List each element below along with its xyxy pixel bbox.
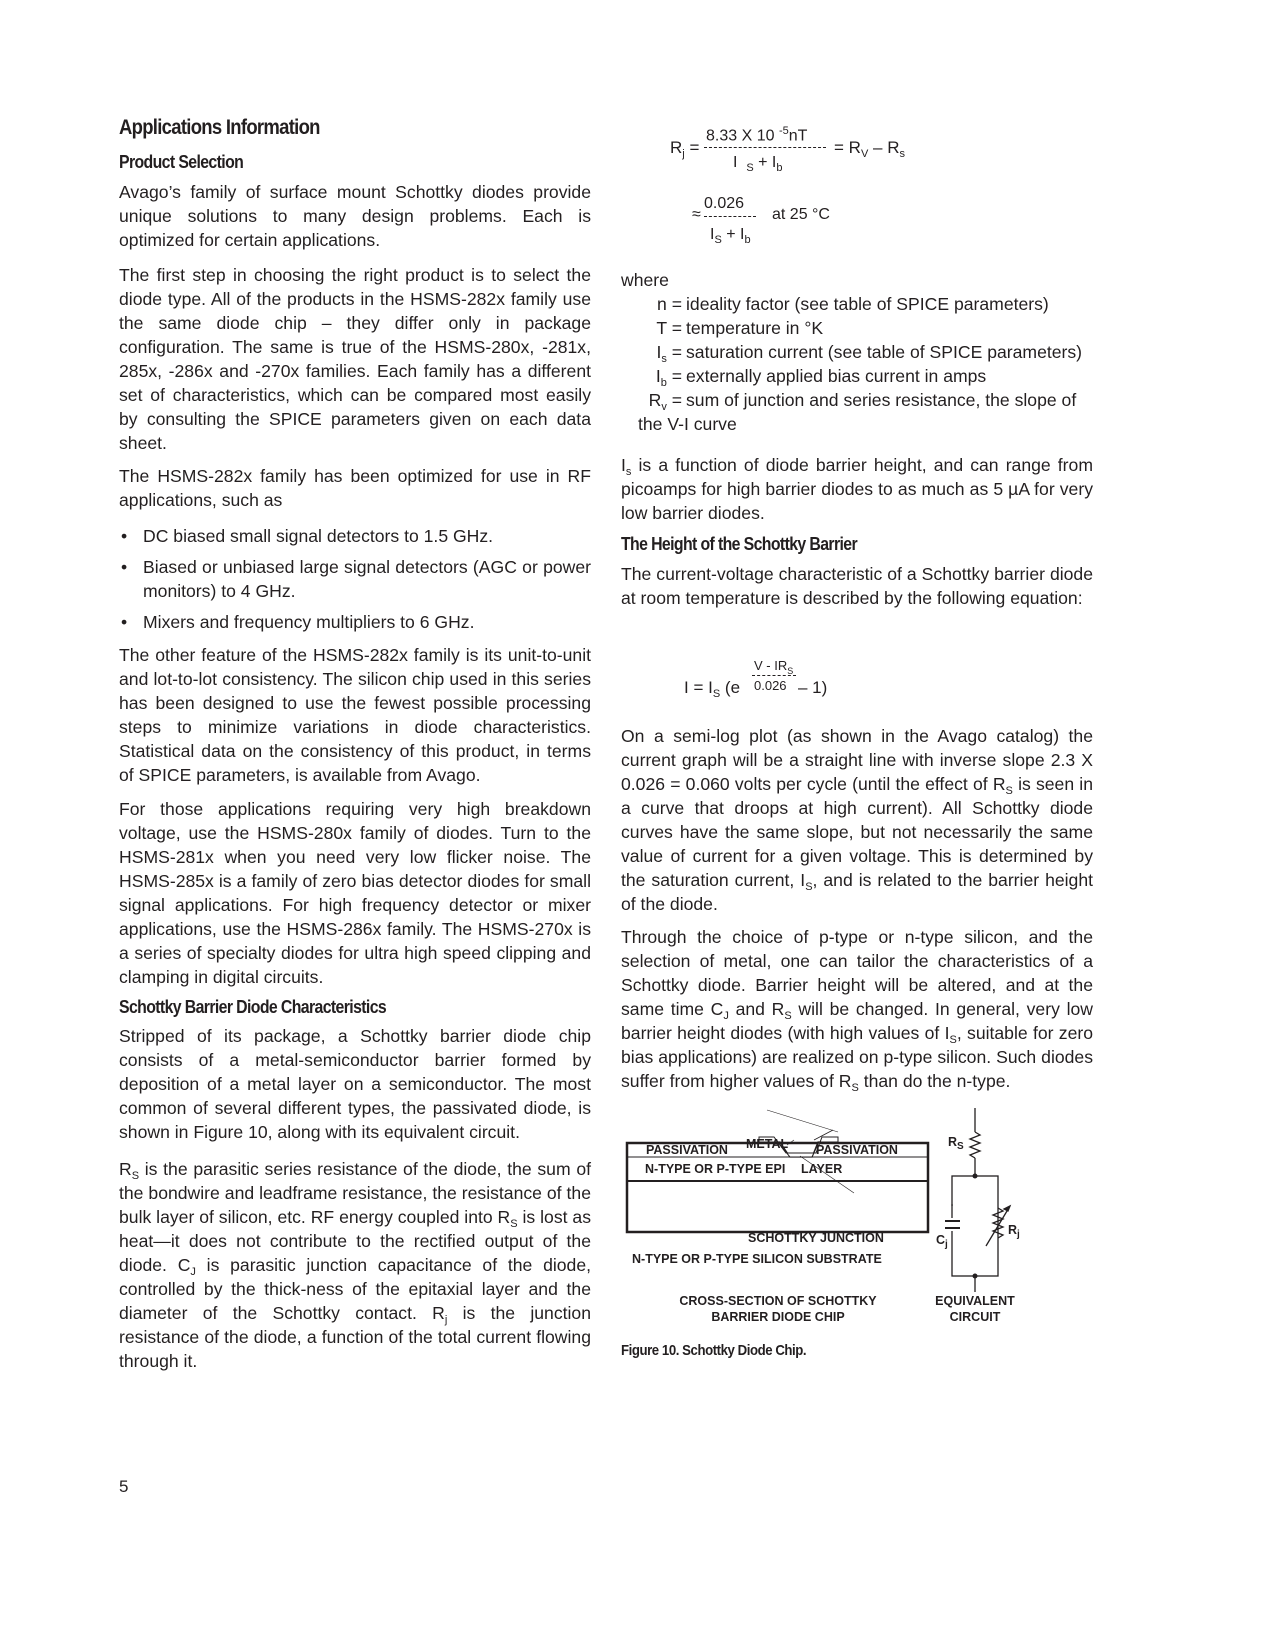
def-text: sum of junction and series resistance, the slope of [686, 390, 1077, 410]
heading-product-selection: Product Selection [119, 152, 244, 172]
eq-sub: b [776, 162, 783, 174]
label-passivation-left: PASSIVATION [646, 1143, 728, 1157]
paragraph [119, 464, 591, 512]
figure-schottky-diode-chip [620, 1100, 1040, 1340]
text-run: is seen in a curve that droops at high current). All Schottky diode curves have the same slope, but not necessarily the same value of current for a given voltage. This is determined by the saturation current, I [621, 774, 1093, 890]
text-run: The HSMS-282x family has been optimized for use in RF applications, such as [119, 466, 591, 510]
eq-numerator: 8.33 X 10 [706, 127, 775, 145]
def-text: temperature in °K [686, 318, 824, 338]
label-rs-sub: S [957, 1141, 964, 1152]
subscript: J [190, 1266, 196, 1278]
fraction-bar [704, 216, 756, 217]
eq-denominator: I [710, 226, 715, 243]
eq-symbol: I = I [684, 678, 713, 697]
definition-continuation: the V-I curve [638, 414, 737, 434]
text-run: is lost as heat—it does not contribute to the rectified output of the diode. C [119, 1207, 591, 1275]
def-term: $I_s$ = [656, 342, 682, 365]
bullet-item: • Mixers and frequency multipliers to 6 GHz. [119, 610, 591, 634]
eq-denominator: + I [726, 226, 745, 243]
text-run: Stripped of its package, a Schottky barrier diode chip consists of a metal-semiconductor barrier formed by deposition of a metal layer on a semiconductor. The most common of several different types, the passivated diode, is shown in Figure 10, along with its equivalent circuit. [119, 1026, 591, 1142]
label-cj-sub: j [945, 1239, 948, 1250]
heading-sbd-characteristics: Schottky Barrier Diode Characteristics [119, 997, 387, 1017]
def-term: T = [656, 318, 682, 338]
text-run: The current-voltage characteristic of a Schottky barrier diode at room temperature is described by the following equation: [621, 564, 1093, 608]
fraction-bar [752, 675, 796, 676]
label-rj: R [1008, 1223, 1018, 1237]
eq-denominator: + I [758, 154, 777, 171]
subscript: J [723, 1010, 729, 1022]
eq-sub: s [899, 148, 905, 160]
where-label: where [621, 270, 669, 290]
subscript: S [1005, 785, 1013, 797]
definition-row [638, 388, 1076, 412]
eq-symbol: R [670, 138, 683, 157]
caption-equivalent-circuit: EQUIVALENT [935, 1294, 1015, 1308]
def-term: $R_v$ = [648, 390, 682, 413]
eq-sub: S [714, 234, 722, 246]
def-text: saturation current (see table of SPICE parameters) [686, 342, 1083, 362]
resistor-rs-icon [970, 1132, 980, 1158]
paragraph [119, 1024, 591, 1144]
paragraph [119, 180, 591, 252]
eq-numerator: 0.026 [704, 195, 745, 212]
paragraph [621, 925, 1093, 1093]
label-cj: C [936, 1233, 946, 1247]
eq-symbol: – 1) [798, 678, 828, 697]
text-run: is the parasitic series resistance of the diode, the sum of the bondwire and leadframe resistance, the resistance of the bulk layer of silicon, etc. RF energy coupled into R [119, 1159, 591, 1227]
caption-cross-section: BARRIER DIODE CHIP [711, 1310, 845, 1324]
svg-text:RS [948, 1135, 964, 1152]
eq-denominator: I [733, 154, 738, 171]
paragraph [119, 643, 591, 787]
fraction-bar [704, 147, 826, 148]
paragraph [119, 797, 591, 989]
eq-sub: S [787, 666, 794, 676]
label-metal-visible: METAL [746, 1137, 789, 1151]
text-run: On a semi-log plot (as shown in the Avago catalog) the current graph will be a straight line with inverse slope 2.3 X 0.026 = 0.060 volts per cycle (until the effect of R [621, 726, 1093, 794]
definition-row [638, 316, 823, 340]
eq-sub: V [860, 148, 869, 160]
eq-symbol: ≈ [692, 206, 701, 223]
heading-barrier-height: The Height of the Schottky Barrier [621, 534, 858, 554]
bullet-item: • Biased or unbiased large signal detectors (AGC or power monitors) to 4 GHz. [119, 555, 591, 603]
def-text: externally applied bias current in amps [686, 366, 987, 386]
text-run: is parasitic junction capacitance of the diode, controlled by the thick-ness of the epitaxial layer and the diameter of the Schottky contact. R [119, 1255, 592, 1323]
eq-symbol: – R [873, 138, 900, 157]
text-run: Through the choice of p-type or n-type silicon, and the selection of metal, one can tailor the characteristics of a Schottky diode. Barrier height will be altered, and at the same time C [621, 927, 1093, 1019]
label-substrate: N-TYPE OR P-TYPE SILICON SUBSTRATE [632, 1252, 882, 1266]
subscript: S [131, 1170, 140, 1182]
paragraph [621, 453, 1093, 525]
svg-text:Rj [1008, 1223, 1020, 1240]
def-term: $I_b$ = [655, 366, 682, 389]
text-run: Avago’s family of surface mount Schottky diodes provide unique solutions to many design problems. Each is optimized for certain applications. [119, 182, 591, 250]
eq-symbol: = R [834, 138, 861, 157]
definition-row [638, 292, 1049, 316]
definition-row [638, 340, 1082, 364]
section-title: Applications Information [119, 116, 320, 139]
label-epi-layer: N-TYPE OR P-TYPE EPI [645, 1162, 786, 1176]
paragraph [621, 724, 1093, 916]
paragraph [119, 263, 591, 455]
eq-exponent-numerator: V - IR [754, 658, 788, 673]
text-run: is the junction resistance of the diode, a function of the total current flowing through it. [119, 1303, 591, 1371]
bullet-item: • DC biased small signal detectors to 1.5 GHz. [119, 524, 591, 548]
label-passivation-right: PASSIVATION [816, 1143, 898, 1157]
text-run: than do the n-type. [858, 1071, 1011, 1091]
eq-sub: S [746, 162, 754, 174]
eq-sub: j [682, 148, 685, 160]
eq-exponent: -5 [778, 125, 789, 137]
caption-cross-section: CROSS-SECTION OF SCHOTTKY [679, 1294, 877, 1308]
text-run: and R [728, 999, 785, 1019]
page-number: 5 [119, 1477, 129, 1496]
label-rs: R [948, 1135, 958, 1149]
label-schottky-junction: SCHOTTKY JUNCTION [748, 1231, 884, 1245]
text-run: The first step in choosing the right product is to select the diode type. All of the products in the HSMS-282x family use the same diode chip – they differ only in package configuration. The same is true of the HSMS-280x, -281x, 285x, -286x and -270x families. Each family has a different set of characteristics, which can be compared most easily by consulting the SPICE parameters given on each data sheet. [119, 265, 591, 453]
label-epi-layer-right: LAYER [801, 1162, 843, 1176]
svg-text:Cj [936, 1233, 948, 1250]
subscript: S [510, 1218, 518, 1230]
eq-symbol: (e [724, 678, 741, 697]
subscript: S [805, 881, 813, 893]
text-run: , suitable for zero bias applications) are realized on p-type silicon. Such diodes suffer from higher values of R [621, 1023, 1094, 1091]
text-run: I [621, 455, 626, 475]
text-run: , and is related to the barrier height of the diode. [621, 870, 1093, 914]
subscript: j [444, 1314, 448, 1326]
text-run: will be changed. In general, very low barrier height diodes (with high values of I [621, 999, 1093, 1043]
subscript: s [625, 466, 632, 478]
def-text: ideality factor (see table of SPICE parameters) [686, 294, 1049, 314]
subscript: S [784, 1010, 792, 1022]
eq-exponent-denominator: 0.026 [754, 678, 787, 693]
eq-numerator: nT [788, 127, 808, 145]
eq-symbol: = [689, 138, 700, 157]
label-rj-sub: j [1017, 1229, 1020, 1240]
eq-condition: at 25 °C [772, 206, 830, 223]
caption-equivalent-circuit: CIRCUIT [949, 1310, 1001, 1324]
text-run: The other feature of the HSMS-282x family is its unit-to-unit and lot-to-lot consistency. The silicon chip used in this series has been designed to use the fewest possible processing steps to minimize variations in diode characteristics. Statistical data on the consistency of this product, in terms of SPICE parameters, is available from Avago. [119, 645, 591, 785]
def-term: n = [657, 294, 682, 314]
paragraph [119, 1157, 591, 1373]
figure-caption: Figure 10. Schottky Diode Chip. [621, 1342, 807, 1359]
text-run: is a function of diode barrier height, and can range from picoamps for high barrier diodes to as much as 5 µA for very low barrier diodes. [621, 455, 1093, 523]
paragraph [621, 562, 1093, 610]
eq-sub: b [744, 234, 751, 246]
eq-sub: S [712, 688, 721, 700]
text-run: R [119, 1159, 132, 1179]
subscript: S [949, 1034, 957, 1046]
definition-row [638, 364, 986, 388]
subscript: S [851, 1082, 859, 1094]
text-run: For those applications requiring very high breakdown voltage, use the HSMS-280x family of diodes. Turn to the HSMS-281x when you need very low flicker noise. The HSMS-285x is a family of zero bias detector diodes for small signal applications. For high frequency detector or mixer applications, use the HSMS-286x family. The HSMS-270x is a series of specialty diodes for ultra high speed clipping and clamping in digital circuits. [119, 799, 591, 987]
